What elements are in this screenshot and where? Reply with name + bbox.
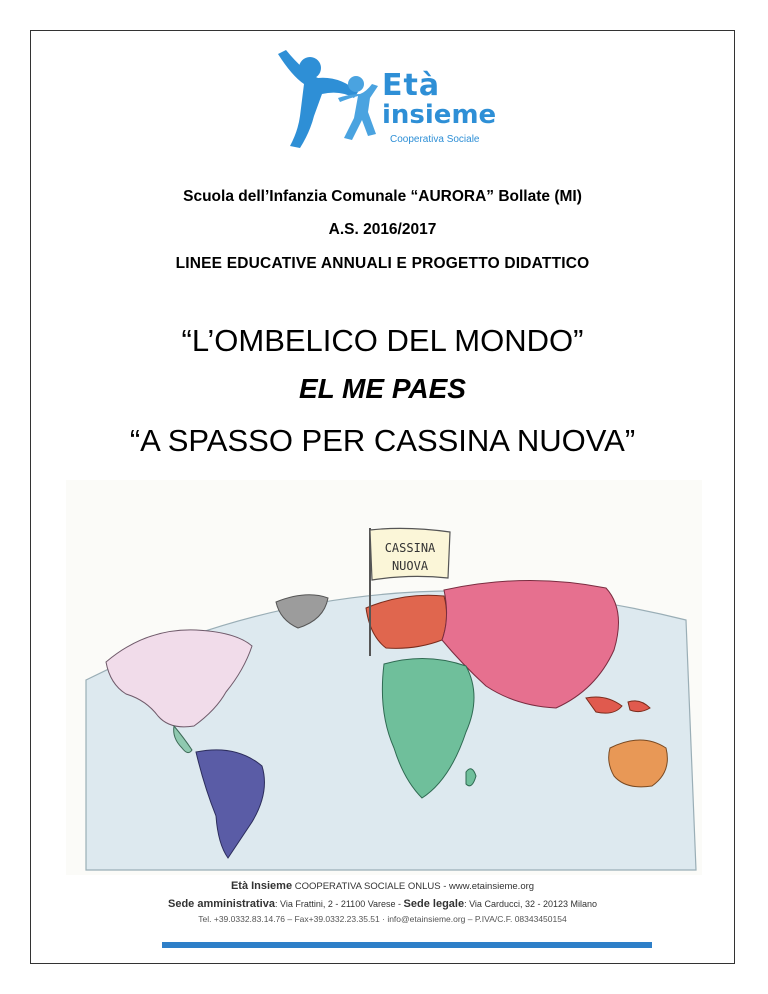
title-ombelico: “L’OMBELICO DEL MONDO”	[181, 323, 584, 358]
title-el-me-paes: EL ME PAES	[298, 373, 466, 404]
world-map-drawing	[66, 480, 702, 875]
document-subtitle: LINEE EDUCATIVE ANNUALI E PROGETTO DIDATTICO	[175, 255, 590, 272]
footer-org-name: Età Insieme	[230, 880, 293, 892]
title-a-spasso: “A SPASSO PER CASSINA NUOVA”	[129, 423, 636, 458]
footer-legal-addr: : Via Carducci, 32 - 20123 Milano	[464, 899, 598, 909]
people-logo-icon	[270, 46, 380, 152]
footer-address-line	[30, 898, 735, 910]
map-flag-line2: NUOVA	[391, 559, 429, 573]
footer-contacts: Tel. +39.0332.83.14.76 – Fax+39.0332.23.35.51 · info@etainsieme.org – P.IVA/C.F. 08343450154	[198, 914, 567, 924]
footer-org-line	[30, 880, 735, 892]
footer-legal-label: Sede legale	[403, 898, 465, 910]
footer-admin-addr: : Via Frattini, 2 - 21100 Varese -	[274, 899, 404, 909]
map-flag-line1: CASSINA	[384, 541, 436, 555]
school-year: A.S. 2016/2017	[328, 221, 437, 238]
logo-text-cooperativa: Cooperativa Sociale	[390, 134, 480, 145]
footer-org-rest: COOPERATIVA SOCIALE ONLUS - www.etainsieme.org	[294, 881, 535, 892]
logo-text-eta: Età	[382, 68, 441, 103]
eta-insieme-logo	[270, 46, 498, 152]
school-name: Scuola dell’Infanzia Comunale “AURORA” Bollate (MI)	[183, 188, 582, 205]
footer-admin-label: Sede amministrativa	[167, 898, 275, 910]
footer-blue-bar	[162, 942, 652, 948]
logo-text-insieme: insieme	[382, 100, 497, 130]
